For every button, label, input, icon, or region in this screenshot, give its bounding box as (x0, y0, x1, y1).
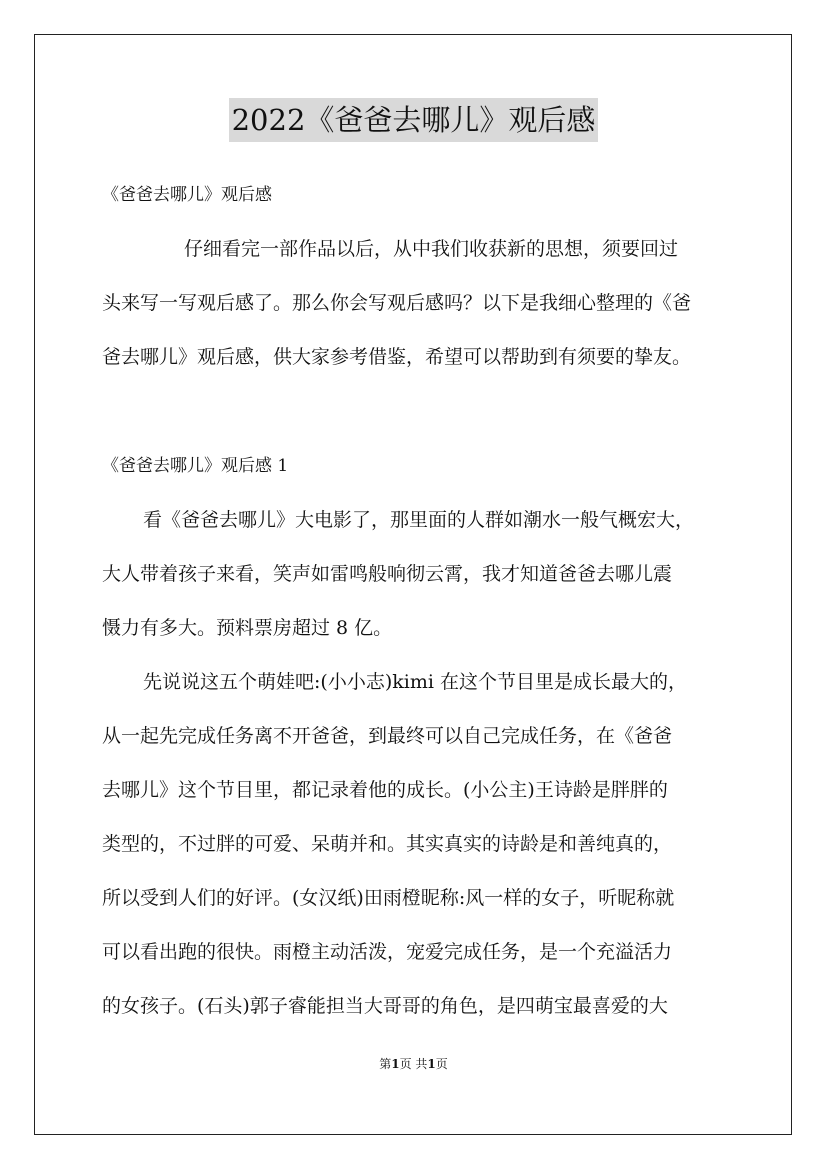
footer-page-number: 1 (391, 1057, 400, 1071)
footer-mid: 页 共 (399, 1057, 428, 1071)
body-line-3: 慑力有多大。预料票房超过 8 亿。 (102, 617, 393, 639)
intro-line-1: 仔细看完一部作品以后，从中我们收获新的思想，须要回过 (184, 238, 679, 260)
footer-prefix: 第 (379, 1057, 392, 1071)
footer-total-pages: 1 (427, 1057, 436, 1071)
body-line-1: 看《爸爸去哪儿》大电影了，那里面的人群如潮水一般气概宏大， (143, 509, 695, 531)
page-footer (0, 1055, 827, 1073)
intro-line-2: 头来写一写观后感了。那么你会写观后感吗？以下是我细心整理的《爸 (102, 292, 692, 314)
footer-suffix: 页 (435, 1057, 448, 1071)
body-line-4: 先说说这五个萌娃吧:(小小志)kimi 在这个节目里是成长最大的， (143, 671, 687, 693)
body-line-7: 类型的，不过胖的可爱、呆萌并和。其实真实的诗龄是和善纯真的， (102, 833, 673, 855)
document-title: 2022《爸爸去哪儿》观后感 (229, 98, 599, 142)
body-line-6: 去哪儿》这个节目里，都记录着他的成长。(小公主)王诗龄是胖胖的 (102, 779, 668, 801)
body-line-9: 可以看出跑的很快。雨橙主动活泼，宠爱完成任务，是一个充溢活力 (102, 941, 673, 963)
title-container (0, 98, 827, 142)
document-subtitle: 《爸爸去哪儿》观后感 (102, 185, 272, 205)
body-line-2: 大人带着孩子来看，笑声如雷鸣般响彻云霄，我才知道爸爸去哪儿震 (102, 563, 673, 585)
body-line-5: 从一起先完成任务离不开爸爸，到最终可以自己完成任务，在《爸爸 (102, 725, 673, 747)
intro-line-3: 爸去哪儿》观后感，供大家参考借鉴，希望可以帮助到有须要的挚友。 (102, 346, 692, 368)
section-heading: 《爸爸去哪儿》观后感 1 (102, 456, 289, 476)
body-line-8: 所以受到人们的好评。(女汉纸)田雨橙昵称:风一样的女子，听昵称就 (102, 887, 675, 909)
body-line-10: 的女孩子。(石头)郭子睿能担当大哥哥的角色，是四萌宝最喜爱的大 (102, 995, 668, 1017)
